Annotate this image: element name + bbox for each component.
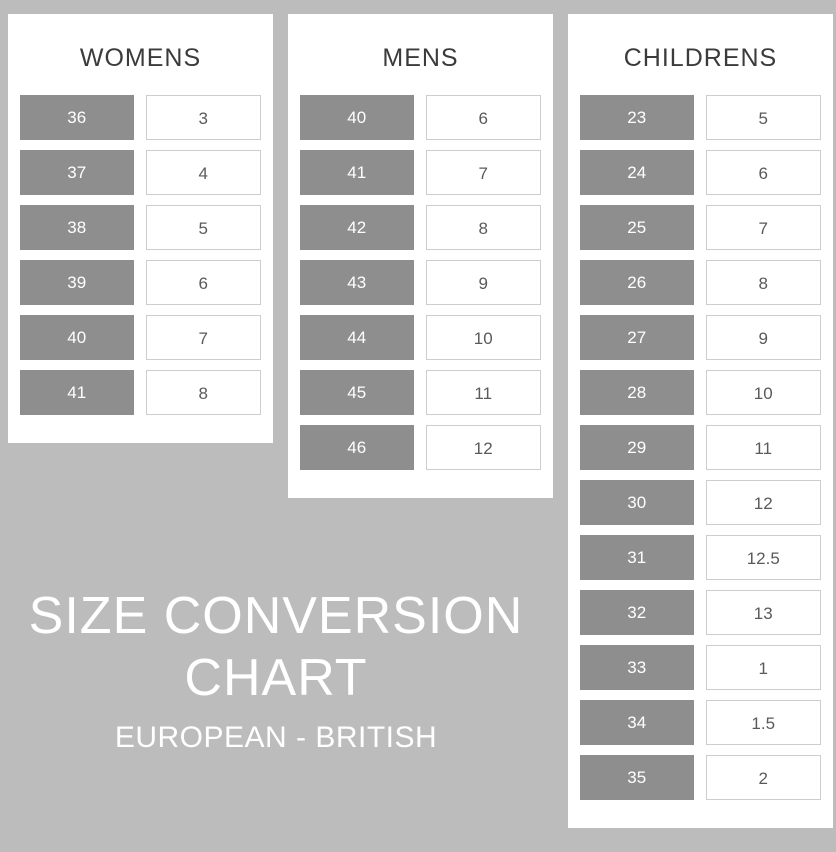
british-size-cell: 11 — [706, 425, 822, 470]
european-size-cell: 41 — [20, 370, 134, 415]
british-size-cell: 9 — [706, 315, 822, 360]
european-size-cell: 24 — [580, 150, 694, 195]
european-size-cell: 40 — [300, 95, 414, 140]
table-row — [580, 480, 821, 525]
european-size-cell: 23 — [580, 95, 694, 140]
british-size-cell: 7 — [426, 150, 542, 195]
table-row — [20, 205, 261, 250]
british-size-cell: 6 — [146, 260, 262, 305]
european-size-cell: 27 — [580, 315, 694, 360]
table-row — [300, 315, 541, 360]
rows-womens — [8, 95, 273, 443]
european-size-cell: 26 — [580, 260, 694, 305]
european-size-cell: 29 — [580, 425, 694, 470]
european-size-cell: 31 — [580, 535, 694, 580]
european-size-cell: 35 — [580, 755, 694, 800]
british-size-cell: 8 — [146, 370, 262, 415]
european-size-cell: 28 — [580, 370, 694, 415]
british-size-cell: 8 — [426, 205, 542, 250]
european-size-cell: 40 — [20, 315, 134, 360]
european-size-cell: 38 — [20, 205, 134, 250]
caption-subtitle: EUROPEAN - BRITISH — [114, 721, 438, 754]
table-row — [20, 260, 261, 305]
table-row — [580, 590, 821, 635]
british-size-cell: 3 — [146, 95, 262, 140]
british-size-cell: 1 — [706, 645, 822, 690]
british-size-cell: 10 — [426, 315, 542, 360]
table-row — [300, 95, 541, 140]
british-size-cell: 9 — [426, 260, 542, 305]
british-size-cell: 10 — [706, 370, 822, 415]
european-size-cell: 32 — [580, 590, 694, 635]
european-size-cell: 34 — [580, 700, 694, 745]
european-size-cell: 37 — [20, 150, 134, 195]
panel-title-childrens: CHILDRENS — [623, 44, 778, 72]
caption-line-2: CHART — [184, 649, 368, 707]
table-row — [580, 315, 821, 360]
table-row — [300, 205, 541, 250]
european-size-cell: 33 — [580, 645, 694, 690]
british-size-cell: 1.5 — [706, 700, 822, 745]
table-row — [580, 755, 821, 800]
european-size-cell: 45 — [300, 370, 414, 415]
british-size-cell: 5 — [706, 95, 822, 140]
european-size-cell: 39 — [20, 260, 134, 305]
table-row — [580, 645, 821, 690]
panel-title-womens: WOMENS — [79, 44, 202, 72]
european-size-cell: 46 — [300, 425, 414, 470]
table-row — [300, 260, 541, 305]
table-row — [20, 95, 261, 140]
table-row — [300, 370, 541, 415]
european-size-cell: 43 — [300, 260, 414, 305]
table-row — [580, 205, 821, 250]
panel-womens — [8, 14, 273, 443]
table-row — [20, 315, 261, 360]
british-size-cell: 5 — [146, 205, 262, 250]
european-size-cell: 44 — [300, 315, 414, 360]
table-row — [580, 370, 821, 415]
table-row — [20, 370, 261, 415]
european-size-cell: 41 — [300, 150, 414, 195]
table-row — [300, 150, 541, 195]
caption-line-1: SIZE CONVERSION — [28, 587, 524, 645]
british-size-cell: 7 — [146, 315, 262, 360]
british-size-cell: 12 — [426, 425, 542, 470]
table-row — [580, 260, 821, 305]
british-size-cell: 6 — [706, 150, 822, 195]
european-size-cell: 25 — [580, 205, 694, 250]
british-size-cell: 13 — [706, 590, 822, 635]
table-row — [580, 535, 821, 580]
british-size-cell: 4 — [146, 150, 262, 195]
british-size-cell: 11 — [426, 370, 542, 415]
rows-mens — [288, 95, 553, 498]
table-row — [580, 700, 821, 745]
european-size-cell: 42 — [300, 205, 414, 250]
table-row — [300, 425, 541, 470]
british-size-cell: 12.5 — [706, 535, 822, 580]
table-row — [580, 150, 821, 195]
rows-childrens — [568, 95, 833, 828]
european-size-cell: 30 — [580, 480, 694, 525]
british-size-cell: 6 — [426, 95, 542, 140]
british-size-cell: 8 — [706, 260, 822, 305]
british-size-cell: 2 — [706, 755, 822, 800]
table-row — [580, 425, 821, 470]
panel-title-mens: MENS — [382, 44, 459, 72]
table-row — [20, 150, 261, 195]
british-size-cell: 12 — [706, 480, 822, 525]
british-size-cell: 7 — [706, 205, 822, 250]
panel-childrens — [568, 14, 833, 828]
european-size-cell: 36 — [20, 95, 134, 140]
chart-caption — [0, 585, 552, 759]
panel-mens — [288, 14, 553, 498]
table-row — [580, 95, 821, 140]
